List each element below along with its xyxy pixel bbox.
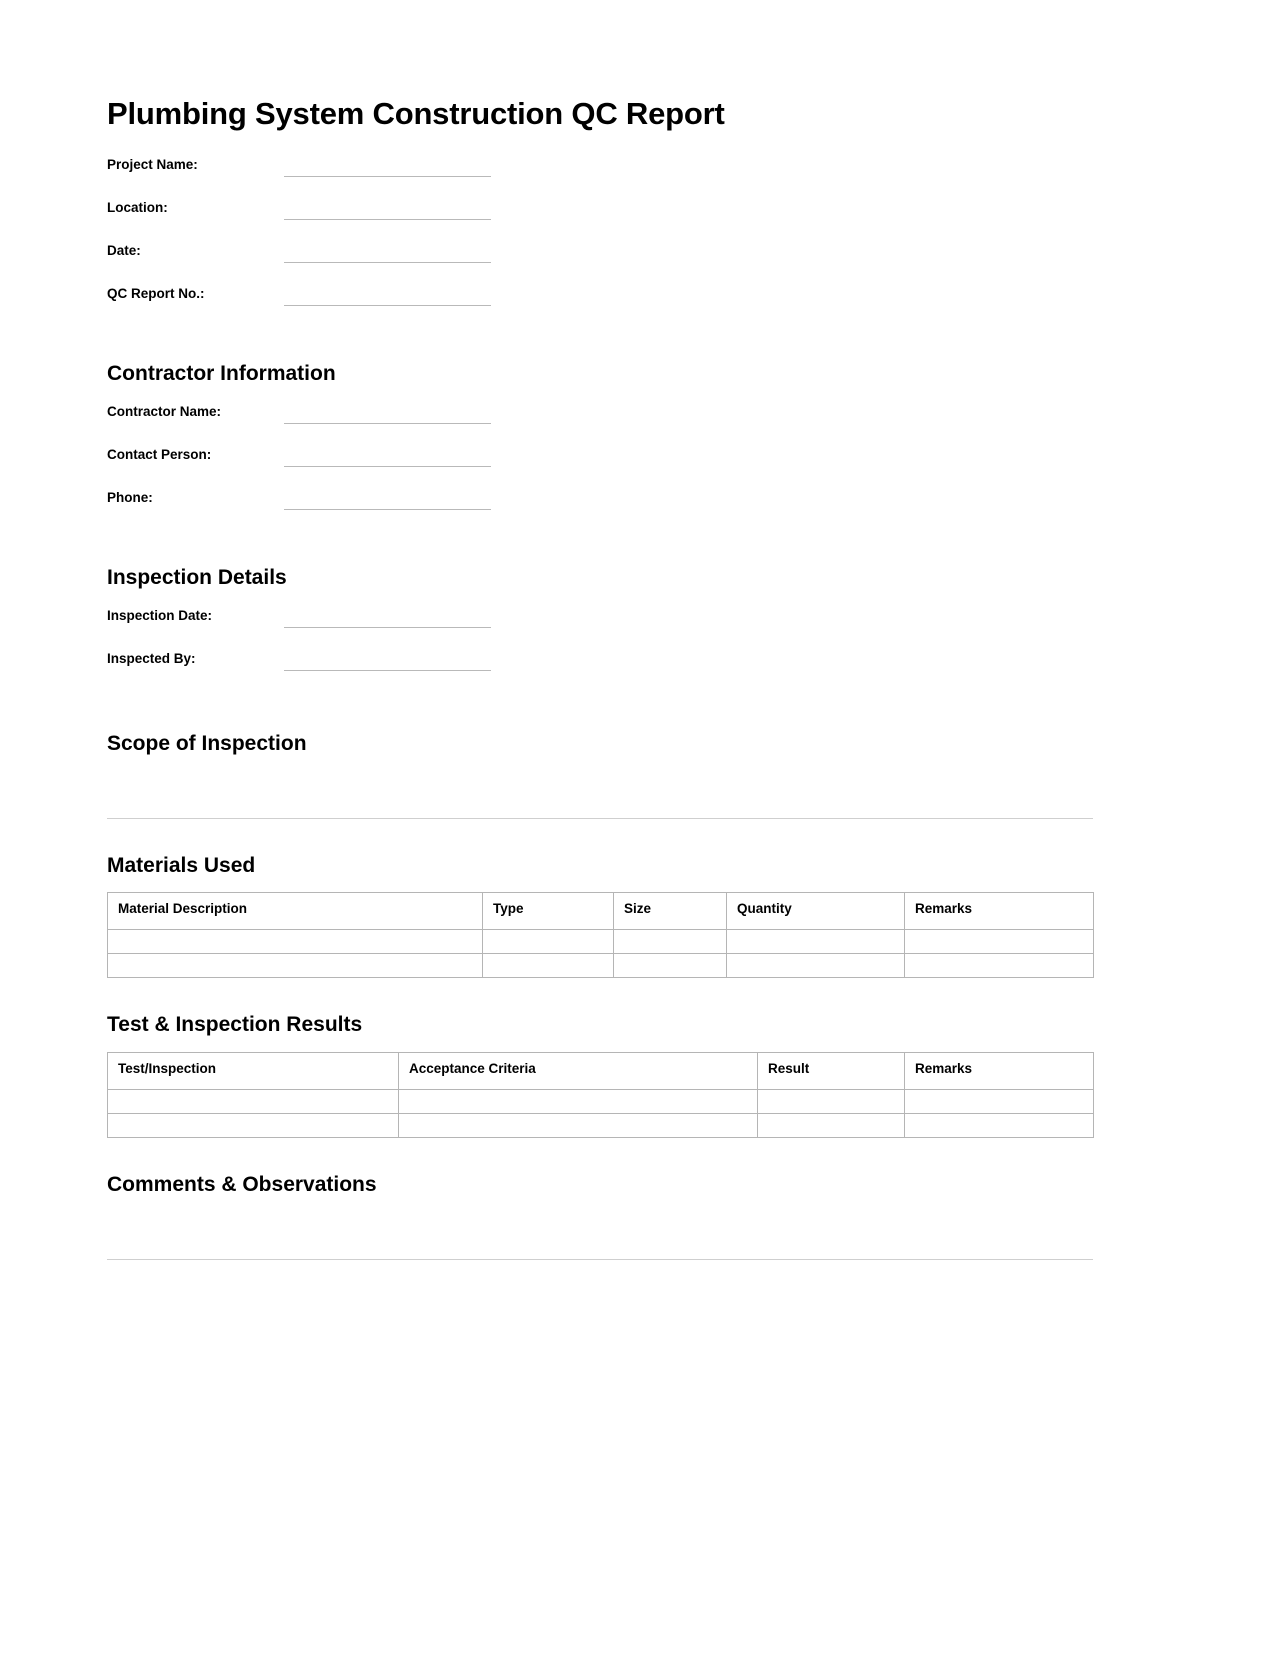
input-project-name[interactable] bbox=[284, 154, 491, 177]
cell-test-inspection[interactable] bbox=[108, 1113, 399, 1137]
field-row-contact-person bbox=[107, 444, 1105, 487]
input-qc-report-no[interactable] bbox=[284, 283, 491, 306]
field-row-phone bbox=[107, 487, 1105, 530]
divider-after-comments bbox=[107, 1259, 1093, 1260]
cell-remarks[interactable] bbox=[905, 930, 1094, 954]
cell-remarks[interactable] bbox=[905, 1113, 1094, 1137]
test-inspection-results-table bbox=[107, 1052, 1094, 1138]
label-qc-report-no: QC Report No.: bbox=[107, 285, 205, 301]
cell-quantity[interactable] bbox=[727, 930, 905, 954]
label-contact-person: Contact Person: bbox=[107, 446, 212, 462]
table-header-row bbox=[108, 893, 1094, 930]
input-date[interactable] bbox=[284, 240, 491, 263]
cell-size[interactable] bbox=[614, 954, 727, 978]
field-row-location bbox=[107, 197, 1105, 240]
scope-of-inspection-textarea[interactable] bbox=[107, 756, 1105, 818]
cell-acceptance-criteria[interactable] bbox=[399, 1089, 758, 1113]
label-project-name: Project Name: bbox=[107, 156, 198, 172]
heading-inspection-details: Inspection Details bbox=[107, 565, 287, 589]
column-header-acceptance-criteria: Acceptance Criteria bbox=[399, 1052, 758, 1089]
column-header-result: Result bbox=[758, 1052, 905, 1089]
input-inspection-date[interactable] bbox=[284, 605, 491, 628]
cell-type[interactable] bbox=[483, 954, 614, 978]
cell-remarks[interactable] bbox=[905, 1089, 1094, 1113]
input-contact-person[interactable] bbox=[284, 444, 491, 467]
project-fields-group bbox=[107, 154, 1105, 326]
table-row bbox=[108, 1089, 1094, 1113]
materials-used-table bbox=[107, 892, 1094, 978]
field-row-date bbox=[107, 240, 1105, 283]
table-row bbox=[108, 954, 1094, 978]
page-title: Plumbing System Construction QC Report bbox=[107, 96, 725, 131]
input-contractor-name[interactable] bbox=[284, 401, 491, 424]
field-row-qc-report-no bbox=[107, 283, 1105, 326]
inspection-fields-group bbox=[107, 605, 1105, 691]
input-phone[interactable] bbox=[284, 487, 491, 510]
label-location: Location: bbox=[107, 199, 168, 215]
column-header-remarks: Remarks bbox=[905, 893, 1094, 930]
comments-observations-textarea[interactable] bbox=[107, 1197, 1105, 1259]
cell-type[interactable] bbox=[483, 930, 614, 954]
column-header-type: Type bbox=[483, 893, 614, 930]
table-row bbox=[108, 930, 1094, 954]
cell-acceptance-criteria[interactable] bbox=[399, 1113, 758, 1137]
table-header-row bbox=[108, 1052, 1094, 1089]
input-inspected-by[interactable] bbox=[284, 648, 491, 671]
contractor-fields-group bbox=[107, 401, 1105, 530]
column-header-size: Size bbox=[614, 893, 727, 930]
label-inspection-date: Inspection Date: bbox=[107, 608, 213, 624]
table-row bbox=[108, 1113, 1094, 1137]
cell-material-description[interactable] bbox=[108, 930, 483, 954]
cell-quantity[interactable] bbox=[727, 954, 905, 978]
column-header-material-description: Material Description bbox=[108, 893, 483, 930]
column-header-quantity: Quantity bbox=[727, 893, 905, 930]
cell-result[interactable] bbox=[758, 1089, 905, 1113]
heading-test-inspection-results: Test & Inspection Results bbox=[107, 1013, 363, 1037]
column-header-remarks: Remarks bbox=[905, 1052, 1094, 1089]
field-row-project-name bbox=[107, 154, 1105, 197]
heading-comments-observations: Comments & Observations bbox=[107, 1172, 377, 1196]
cell-test-inspection[interactable] bbox=[108, 1089, 399, 1113]
label-phone: Phone: bbox=[107, 489, 153, 505]
field-row-contractor-name bbox=[107, 401, 1105, 444]
field-row-inspected-by bbox=[107, 648, 1105, 691]
cell-size[interactable] bbox=[614, 930, 727, 954]
heading-contractor-information: Contractor Information bbox=[107, 361, 336, 385]
divider-after-scope bbox=[107, 818, 1093, 819]
label-date: Date: bbox=[107, 242, 141, 258]
cell-result[interactable] bbox=[758, 1113, 905, 1137]
label-contractor-name: Contractor Name: bbox=[107, 403, 222, 419]
heading-materials-used: Materials Used bbox=[107, 854, 256, 878]
field-row-inspection-date bbox=[107, 605, 1105, 648]
cell-material-description[interactable] bbox=[108, 954, 483, 978]
label-inspected-by: Inspected By: bbox=[107, 651, 196, 667]
cell-remarks[interactable] bbox=[905, 954, 1094, 978]
input-location[interactable] bbox=[284, 197, 491, 220]
heading-scope-of-inspection: Scope of Inspection bbox=[107, 732, 307, 756]
column-header-test-inspection: Test/Inspection bbox=[108, 1052, 399, 1089]
